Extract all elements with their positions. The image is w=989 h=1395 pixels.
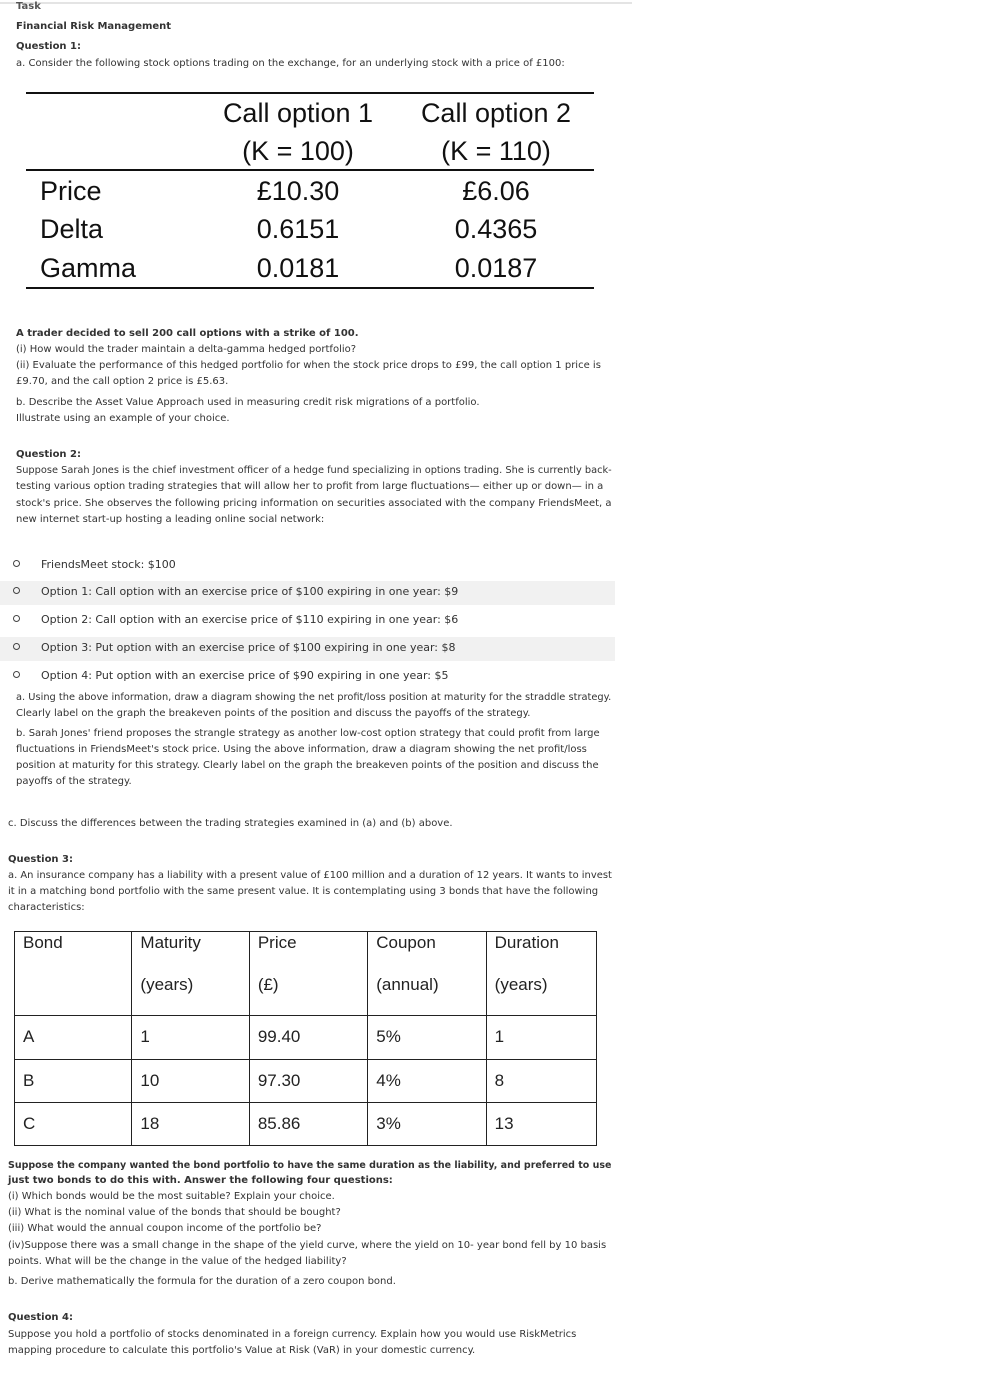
col2-header-line1: Call option 2 (420, 98, 572, 128)
question-2-title: Question 2: (16, 449, 81, 460)
subject-title: Financial Risk Management (16, 21, 172, 32)
q1-part-b-line2: Illustrate using an example of your choice. (16, 413, 230, 424)
bond-table-header (15, 932, 597, 1016)
q3-part-a-line1: a. An insurance company has a liability with a present value of £100 million and a duration of 12 years. It wants to invest (8, 870, 612, 881)
q3-part-i: (i) Which bonds would be the most suitable? Explain your choice. (8, 1191, 335, 1202)
q2-part-a-line1: a. Using the above information, draw a diagram showing the net profit/loss position at maturity for the straddle strategy. (16, 692, 612, 703)
header-maturity: Maturity (years) (132, 932, 249, 1016)
q3-part-a-line2: it in a matching bond portfolio with the same present value. It is contemplating using 3 bonds that have the following (8, 886, 599, 897)
q3-part-b: b. Derive mathematically the formula for the duration of a zero coupon bond. (8, 1276, 396, 1287)
header-price: Price (£) (249, 932, 367, 1016)
bullet-circle-icon (13, 615, 20, 622)
bullet-circle-icon (13, 671, 20, 678)
q2-part-b-line1: b. Sarah Jones' friend proposes the strangle strategy as another low-cost option strategy that could profit from large (16, 728, 600, 739)
list-item: Option 1: Call option with an exercise price of $100 expiring in one year: $9 (0, 581, 615, 605)
q2-part-c: c. Discuss the differences between the trading strategies examined in (a) and (b) above. (8, 818, 453, 829)
list-item: Option 4: Put option with an exercise price of $90 expiring in one year: $5 (0, 665, 615, 689)
bullet-circle-icon (13, 643, 20, 650)
q1-part-b: b. Describe the Asset Value Approach used in measuring credit risk migrations of a portfolio. (16, 397, 480, 408)
header-coupon: Coupon (annual) (368, 932, 486, 1016)
gamma-option1: 0.0181 (256, 253, 340, 283)
q2-part-b-line3: position at maturity for this strategy. Clearly label on the graph the breakeven points of the position and discuss the (16, 760, 599, 771)
q2-para-line1: Suppose Sarah Jones is the chief investment officer of a hedge fund specializing in options trading. She is currently back- (16, 465, 612, 476)
table-row: A 1 99.40 5% 1 (15, 1016, 597, 1059)
q3-part-a-line3: characteristics: (8, 902, 85, 913)
table-header-rule (26, 169, 594, 171)
q1-part-ii-line2: £9.70, and the call option 2 price is £5.63. (16, 376, 229, 387)
header-duration: Duration (years) (486, 932, 596, 1016)
bullet-circle-icon (13, 587, 20, 594)
q3-part-iv-line2: points. What will be the change in the value of the hedged liability? (8, 1256, 347, 1267)
price-option1: £10.30 (256, 176, 340, 206)
question-4-title: Question 4: (8, 1312, 73, 1323)
delta-option2: 0.4365 (454, 214, 538, 244)
question-1-title: Question 1: (16, 41, 81, 52)
trader-statement: A trader decided to sell 200 call options with a strike of 100. (16, 328, 359, 339)
delta-option1: 0.6151 (256, 214, 340, 244)
q3-suppose-line2: just two bonds to do this with. Answer the following four questions: (8, 1175, 393, 1186)
question-1-intro: a. Consider the following stock options trading on the exchange, for an underlying stock with a price of £100: (16, 58, 565, 69)
row-label-price: Price (40, 176, 102, 206)
q2-part-a-line2: Clearly label on the graph the breakeven points of the position and discuss the payoffs of the strategy. (16, 708, 531, 719)
col1-header-line1: Call option 1 (222, 98, 374, 128)
q2-part-b-line4: payoffs of the strategy. (16, 776, 132, 787)
task-label: Task (16, 1, 41, 12)
q4-line2: mapping procedure to calculate this portfolio's Value at Risk (VaR) in your domestic currency. (8, 1345, 476, 1356)
q3-suppose-line1: Suppose the company wanted the bond portfolio to have the same duration as the liability, and preferred to use (8, 1160, 612, 1171)
table-bottom-rule (26, 287, 594, 289)
bond-table (14, 931, 597, 1146)
q4-line1: Suppose you hold a portfolio of stocks denominated in a foreign currency. Explain how you would use RiskMetrics (8, 1329, 577, 1340)
q1-part-i: (i) How would the trader maintain a delta-gamma hedged portfolio? (16, 344, 357, 355)
list-item: FriendsMeet stock: $100 (0, 554, 615, 578)
list-item: Option 2: Call option with an exercise price of $110 expiring in one year: $6 (0, 609, 615, 633)
price-option2: £6.06 (462, 176, 530, 206)
table-row: C 18 85.86 3% 13 (15, 1102, 597, 1145)
row-label-gamma: Gamma (40, 253, 137, 283)
q2-para-line3: stock's price. She observes the following pricing information on securities associated with the company FriendsMeet, a (16, 498, 612, 509)
options-table (26, 92, 594, 289)
top-divider (0, 2, 632, 4)
q3-part-iv-line1: (iv)Suppose there was a small change in the shape of the yield curve, where the yield on 10- year bond fell by 10 basis (8, 1240, 607, 1251)
header-bond: Bond (15, 932, 132, 1016)
question-3-title: Question 3: (8, 854, 73, 865)
col2-header-line2: (K = 110) (441, 136, 551, 166)
q1-part-ii-line1: (ii) Evaluate the performance of this hedged portfolio for when the stock price drops to £99, the call option 1 price is (16, 360, 601, 371)
gamma-option2: 0.0187 (454, 253, 538, 283)
q2-para-line4: new internet start-up hosting a leading online social network: (16, 514, 325, 525)
q3-part-iii: (iii) What would the annual coupon income of the portfolio be? (8, 1223, 322, 1234)
list-item: Option 3: Put option with an exercise price of $100 expiring in one year: $8 (0, 637, 615, 661)
row-label-delta: Delta (40, 214, 104, 244)
table-row: B 10 97.30 4% 8 (15, 1059, 597, 1102)
q2-part-b-line2: fluctuations in FriendsMeet's stock price. Using the above information, draw a diagram showing the net profit/loss (16, 744, 587, 755)
bullet-circle-icon (13, 560, 20, 567)
col1-header-line2: (K = 100) (242, 136, 354, 166)
q3-part-ii: (ii) What is the nominal value of the bonds that should be bought? (8, 1207, 341, 1218)
q2-para-line2: testing various option trading strategies that will allow her to profit from large fluctuations— either up or down— in a (16, 481, 604, 492)
